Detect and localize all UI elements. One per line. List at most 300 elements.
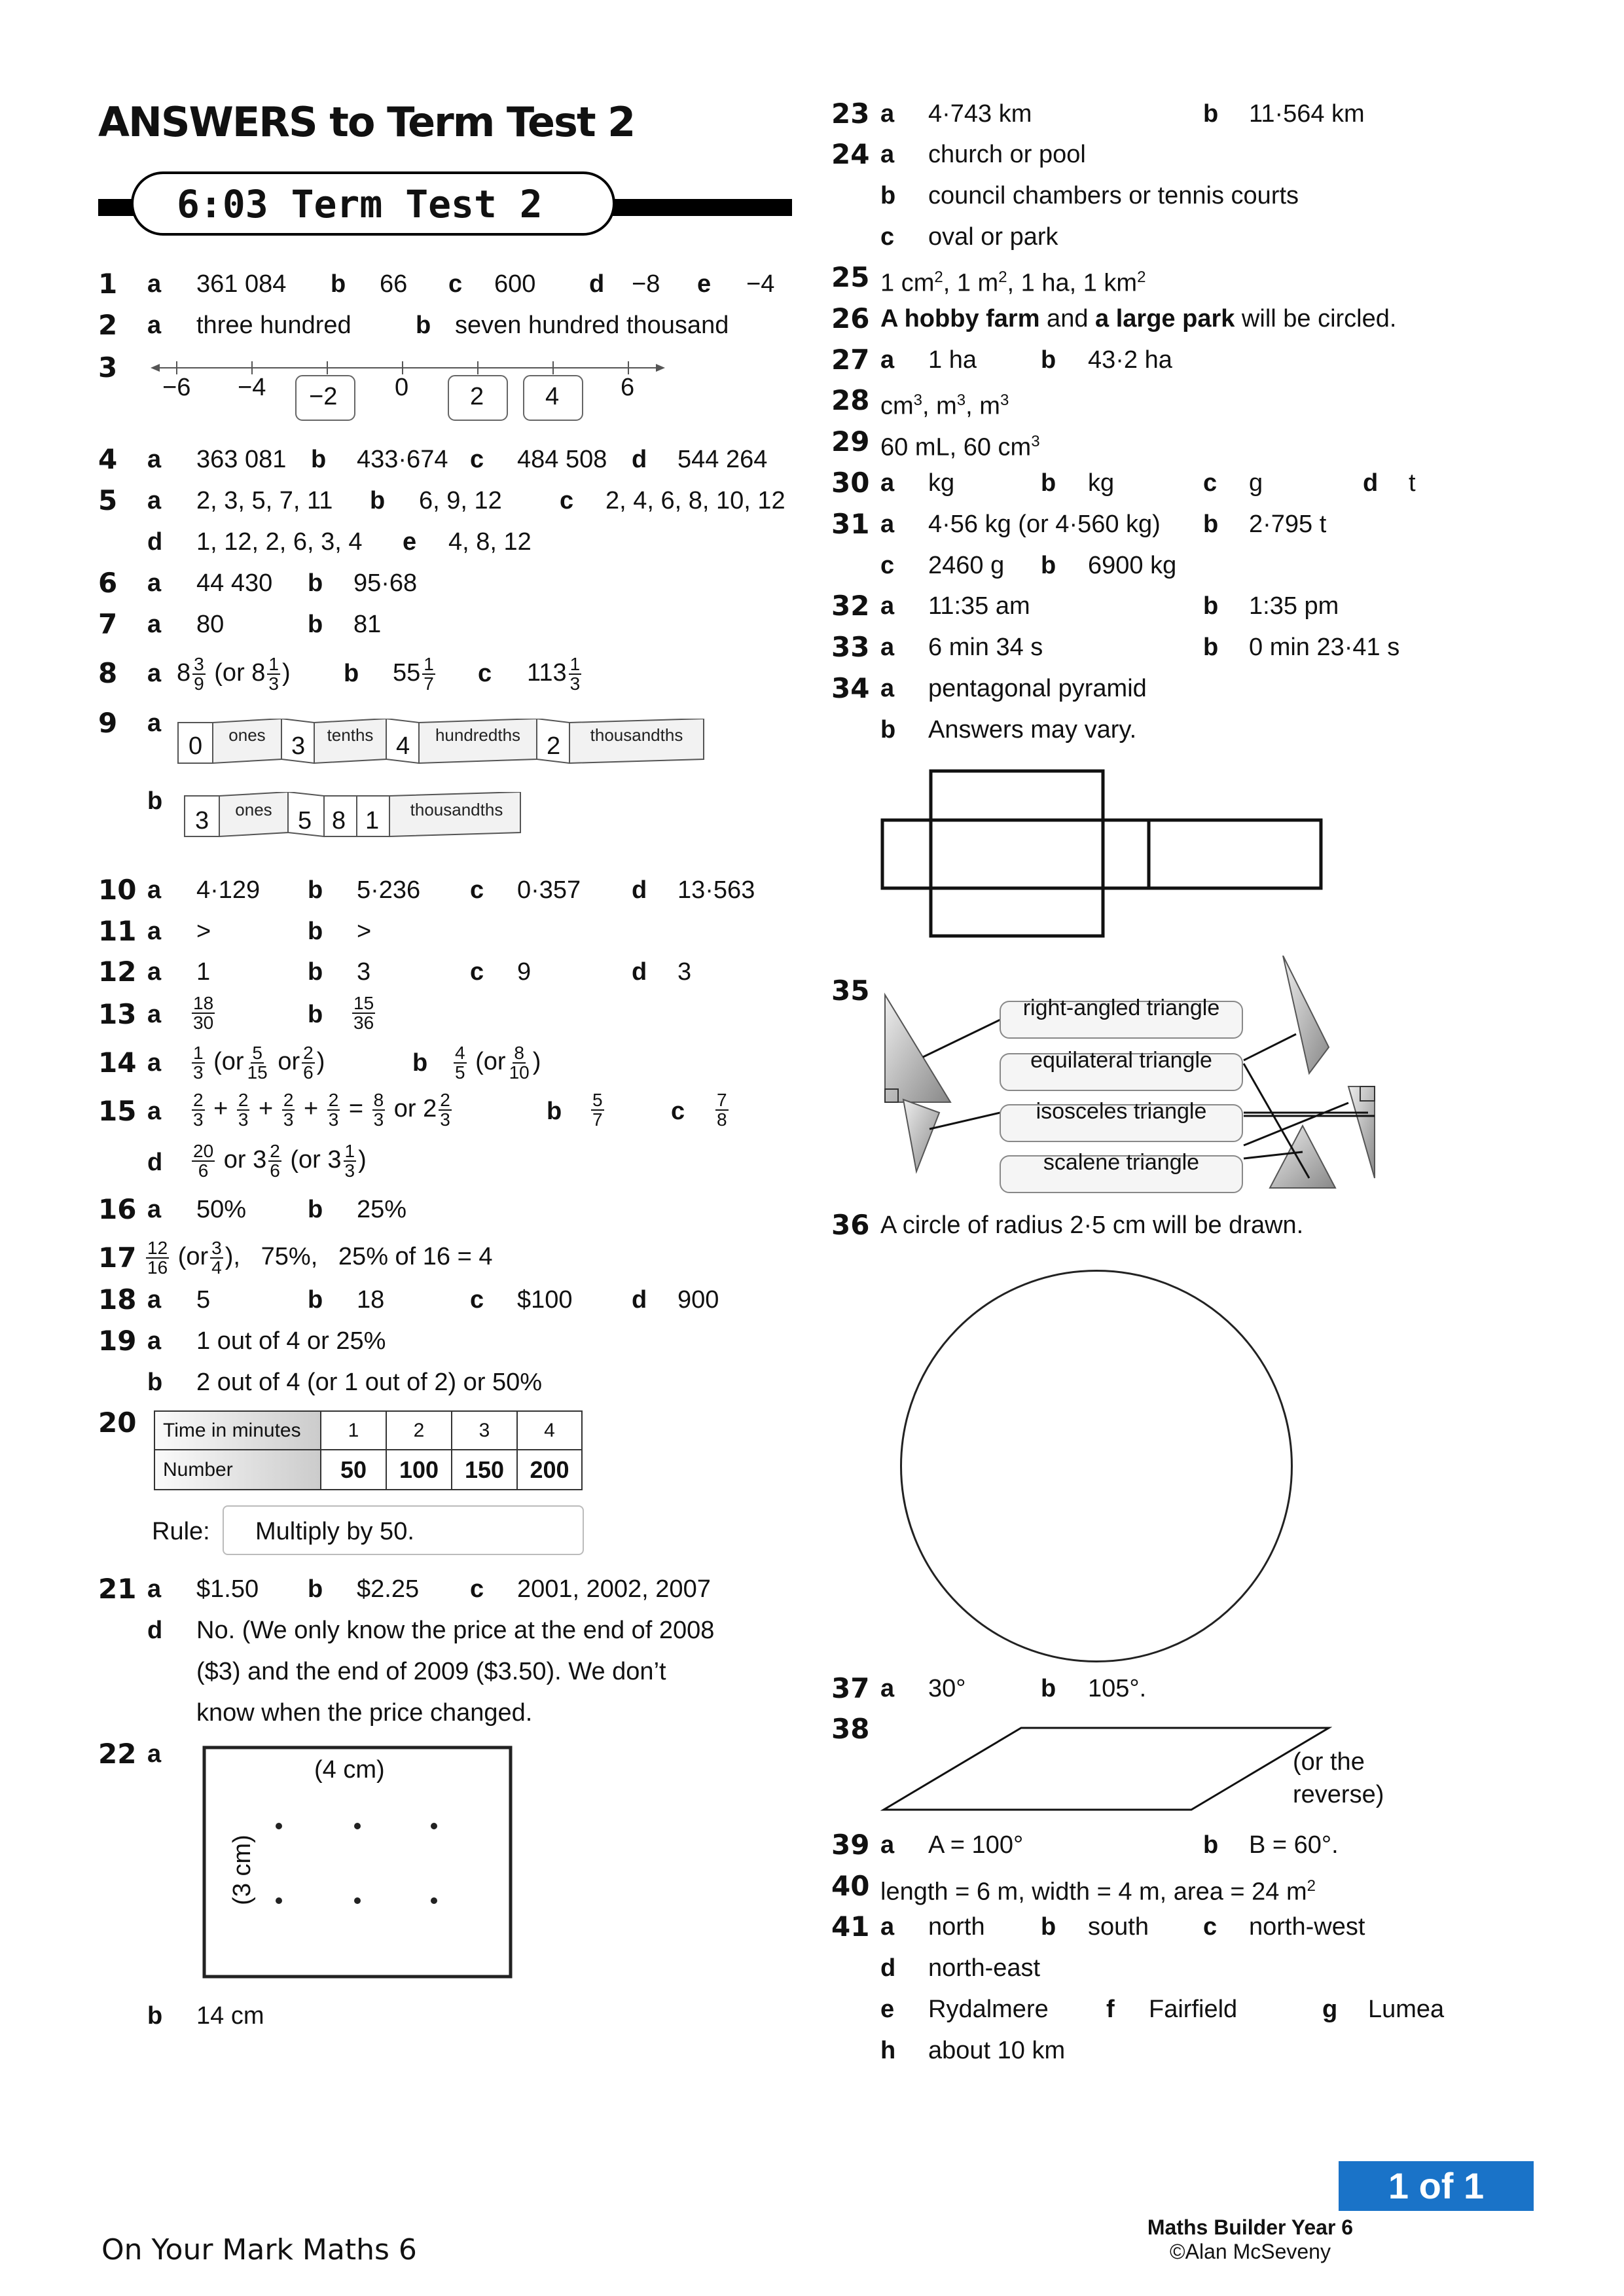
q38-note-line1: (or the bbox=[1293, 1748, 1365, 1776]
q14-b-or: (or bbox=[475, 1048, 506, 1075]
q27-a-value: 1 ha bbox=[928, 346, 977, 374]
q8-b-fraction bbox=[422, 655, 435, 693]
label-scalene: scalene triangle bbox=[1043, 1150, 1200, 1175]
numerator: 1 bbox=[424, 653, 434, 674]
q9b-digit-tenths: 5 bbox=[298, 807, 312, 834]
tick-neg6: −6 bbox=[162, 374, 191, 401]
q41-f: f bbox=[1106, 1996, 1115, 2023]
q9a-label-hundredths: hundredths bbox=[435, 725, 521, 745]
q12-c: c bbox=[470, 958, 484, 986]
q9-b: b bbox=[147, 787, 163, 815]
q21-b-value: $2.25 bbox=[357, 1575, 420, 1603]
q7-number: 7 bbox=[98, 608, 118, 640]
q15-d-value bbox=[190, 1135, 367, 1185]
q14-f2 bbox=[246, 1044, 269, 1082]
q10-c-value: 0·357 bbox=[517, 876, 581, 904]
q15-d-close: ) bbox=[358, 1146, 367, 1174]
q41-b: b bbox=[1041, 1913, 1056, 1941]
q29-p1: 60 mL, 60 cm bbox=[880, 433, 1032, 461]
q22-b-value: 14 cm bbox=[196, 2002, 264, 2030]
q13-b-value bbox=[350, 987, 377, 1037]
q10-d-value: 13·563 bbox=[677, 876, 755, 904]
q7-b-value: 81 bbox=[353, 611, 382, 638]
q9a-digit-hundredths: 4 bbox=[396, 732, 410, 760]
q17-number: 17 bbox=[98, 1242, 137, 1274]
q2-a: a bbox=[147, 312, 162, 339]
q1-e: e bbox=[697, 270, 712, 298]
denominator: 15 bbox=[247, 1062, 268, 1083]
q30-number: 30 bbox=[831, 467, 870, 499]
denominator: 3 bbox=[440, 1109, 450, 1130]
q31-a-value: 4·56 kg (or 4·560 kg) bbox=[928, 511, 1161, 538]
q14-f1 bbox=[192, 1044, 205, 1082]
q14-close: ) bbox=[316, 1048, 325, 1075]
banner-title: 6:03 Term Test 2 bbox=[177, 182, 543, 226]
tick-neg4: −4 bbox=[238, 374, 266, 401]
denominator: 6 bbox=[270, 1160, 280, 1181]
q5-number: 5 bbox=[98, 484, 118, 516]
q12-a: a bbox=[147, 958, 162, 986]
q2-b: b bbox=[416, 312, 431, 339]
q7-a-value: 80 bbox=[196, 611, 225, 638]
q25-p2: , 1 m bbox=[943, 269, 999, 297]
q41-d-value: north-east bbox=[928, 1954, 1041, 1982]
q8-a-close: ) bbox=[282, 659, 291, 687]
q20-rule-value: Multiply by 50. bbox=[255, 1518, 414, 1545]
sup: 2 bbox=[934, 268, 943, 286]
q32-a: a bbox=[880, 592, 895, 620]
q21-b: b bbox=[308, 1575, 323, 1603]
denominator: 36 bbox=[353, 1012, 374, 1033]
q4-number: 4 bbox=[98, 443, 118, 475]
q4-c: c bbox=[470, 446, 484, 473]
q8-a-value bbox=[177, 648, 291, 698]
q36-value: A circle of radius 2·5 cm will be drawn. bbox=[880, 1211, 1304, 1239]
q17-f2 bbox=[210, 1239, 223, 1277]
footer-book: Maths Builder Year 6 bbox=[1147, 2215, 1354, 2239]
q14-b-value bbox=[452, 1037, 541, 1086]
q41-g-value: Lumea bbox=[1368, 1996, 1445, 2023]
denominator: 3 bbox=[193, 1109, 204, 1130]
q19-a: a bbox=[147, 1327, 162, 1355]
cell-r1-4: 4 bbox=[516, 1410, 583, 1450]
q12-a-value: 1 bbox=[196, 958, 211, 986]
q10-a-value: 4·129 bbox=[196, 876, 261, 904]
q21-number: 21 bbox=[98, 1573, 137, 1605]
q36-number: 36 bbox=[831, 1209, 870, 1241]
q25-p1: 1 cm bbox=[880, 269, 935, 297]
q32-a-value: 11:35 am bbox=[928, 592, 1030, 620]
sup: 3 bbox=[913, 391, 923, 409]
denominator: 30 bbox=[193, 1012, 214, 1033]
q9a-digit-ones: 0 bbox=[189, 732, 203, 760]
q40-value bbox=[880, 1872, 1316, 1907]
q24-c-value: oval or park bbox=[928, 223, 1058, 251]
label-equilateral: equilateral triangle bbox=[1030, 1048, 1212, 1073]
q16-a-value: 50% bbox=[196, 1196, 247, 1223]
q24-number: 24 bbox=[831, 138, 870, 170]
denominator: 10 bbox=[509, 1062, 530, 1083]
numerator: 1 bbox=[193, 1042, 204, 1063]
denominator: 3 bbox=[193, 1062, 204, 1083]
q2-number: 2 bbox=[98, 309, 118, 341]
q34-b: b bbox=[880, 716, 896, 744]
denominator: 3 bbox=[328, 1109, 339, 1130]
q28-p2: , m bbox=[922, 392, 957, 420]
q30-a: a bbox=[880, 469, 895, 497]
q25-value bbox=[880, 263, 1146, 298]
q9-number: 9 bbox=[98, 707, 118, 739]
row2-header bbox=[154, 1449, 321, 1490]
q37-a-value: 30° bbox=[928, 1675, 966, 1702]
q22-a: a bbox=[147, 1740, 162, 1768]
plus: + bbox=[259, 1095, 274, 1122]
q39-b-value: B = 60°. bbox=[1249, 1831, 1339, 1859]
sup: 3 bbox=[1000, 391, 1009, 409]
q33-number: 33 bbox=[831, 631, 870, 663]
q33-b-value: 0 min 23·41 s bbox=[1249, 634, 1400, 661]
q15-c-fraction bbox=[715, 1091, 729, 1129]
q32-b: b bbox=[1203, 592, 1219, 620]
q5-a-value: 2, 3, 5, 7, 11 bbox=[196, 487, 333, 514]
q37-a: a bbox=[880, 1675, 895, 1702]
q15-d-or2: (or 3 bbox=[290, 1146, 342, 1174]
denominator: 7 bbox=[592, 1109, 603, 1130]
q23-a: a bbox=[880, 100, 895, 128]
q2-a-value: three hundred bbox=[196, 312, 352, 339]
q30-a-value: kg bbox=[928, 469, 955, 497]
q15-d-whole: 3 bbox=[253, 1146, 267, 1174]
q1-number: 1 bbox=[98, 268, 118, 300]
q15-b: b bbox=[547, 1098, 562, 1125]
q31-d: b bbox=[1041, 552, 1056, 579]
footer-author: ©Alan McSeveny bbox=[1170, 2240, 1331, 2263]
q25-p3: , 1 ha, 1 km bbox=[1007, 269, 1138, 297]
page-title: ANSWERS to Term Test 2 bbox=[98, 98, 635, 146]
q13-a-value bbox=[190, 987, 217, 1037]
denominator: 3 bbox=[283, 1109, 294, 1130]
q16-a: a bbox=[147, 1196, 162, 1223]
q7-a: a bbox=[147, 611, 162, 638]
numerator: 2 bbox=[440, 1089, 450, 1110]
q41-b-value: south bbox=[1088, 1913, 1149, 1941]
q14-number: 14 bbox=[98, 1047, 137, 1079]
q22-b: b bbox=[147, 2002, 163, 2030]
q17-or: (or bbox=[177, 1243, 209, 1270]
cell-r2-3: 150 bbox=[451, 1449, 518, 1490]
cell-r1-3: 3 bbox=[451, 1410, 518, 1450]
q37-b-value: 105°. bbox=[1088, 1675, 1147, 1702]
q5-c-value: 2, 4, 6, 8, 10, 12 bbox=[605, 487, 785, 514]
tick-0: 0 bbox=[395, 374, 409, 401]
q1-a: a bbox=[147, 270, 162, 298]
q9b-digit-hundredths: 8 bbox=[332, 807, 346, 834]
q28-p3: , m bbox=[965, 392, 1000, 420]
numerator: 12 bbox=[147, 1237, 168, 1258]
q15-c-value bbox=[713, 1084, 731, 1134]
q29-value bbox=[880, 427, 1040, 462]
q23-a-value: 4·743 km bbox=[928, 100, 1032, 128]
q14-or: (or bbox=[213, 1048, 244, 1075]
q1-c: c bbox=[448, 270, 463, 298]
q21-d-line3: know when the price changed. bbox=[196, 1699, 533, 1727]
q19-b: b bbox=[147, 1369, 163, 1396]
numerator: 2 bbox=[328, 1089, 339, 1110]
q8-a-or: (or 8 bbox=[214, 659, 266, 687]
q22-side-label: (3 cm) bbox=[228, 1835, 256, 1905]
denominator: 3 bbox=[569, 673, 581, 694]
numerator: 2 bbox=[303, 1042, 314, 1063]
q20-number: 20 bbox=[98, 1407, 137, 1439]
q10-b: b bbox=[308, 876, 323, 904]
numerator: 2 bbox=[238, 1089, 249, 1110]
q9-a: a bbox=[147, 709, 162, 737]
q21-c: c bbox=[470, 1575, 484, 1603]
q9b-label-ones: ones bbox=[235, 800, 272, 819]
denominator: 9 bbox=[194, 673, 204, 694]
q9b-digit-ones: 3 bbox=[195, 807, 209, 834]
tick-6: 6 bbox=[621, 374, 635, 401]
q18-a: a bbox=[147, 1286, 162, 1314]
q1-c-value: 600 bbox=[494, 270, 536, 298]
q28-p1: cm bbox=[880, 392, 914, 420]
q9a-label-ones: ones bbox=[228, 725, 266, 745]
q13-a: a bbox=[147, 1001, 162, 1028]
q9a-digit-thousandths: 2 bbox=[547, 732, 561, 760]
q8-c: c bbox=[478, 660, 492, 687]
q15-f4 bbox=[327, 1091, 340, 1129]
q18-c: c bbox=[470, 1286, 484, 1314]
q21-d-line1: No. (We only know the price at the end of 2008 bbox=[196, 1617, 715, 1644]
tick-neg2: −2 bbox=[309, 383, 338, 410]
q22-top-label: (4 cm) bbox=[314, 1756, 385, 1784]
q15-a: a bbox=[147, 1098, 162, 1125]
q15-b-value bbox=[589, 1084, 606, 1134]
q24-a: a bbox=[880, 141, 895, 168]
q26-mid: and bbox=[1039, 305, 1096, 332]
q40-number: 40 bbox=[831, 1870, 870, 1902]
q31-c: c bbox=[880, 552, 895, 579]
q5-b-value: 6, 9, 12 bbox=[419, 487, 502, 514]
q41-f-value: Fairfield bbox=[1149, 1996, 1238, 2023]
q41-a: a bbox=[880, 1913, 895, 1941]
cell-r2-4: 200 bbox=[516, 1449, 583, 1490]
numerator: 8 bbox=[514, 1042, 524, 1063]
q17-rest: ), 75%, 25% of 16 = 4 bbox=[225, 1243, 493, 1270]
q24-a-value: church or pool bbox=[928, 141, 1086, 168]
numerator: 1 bbox=[344, 1140, 355, 1161]
q13-a-fraction bbox=[192, 994, 215, 1032]
q4-d: d bbox=[632, 446, 647, 473]
q41-number: 41 bbox=[831, 1910, 870, 1943]
q27-b-value: 43·2 ha bbox=[1088, 346, 1172, 374]
denominator: 3 bbox=[344, 1160, 355, 1181]
q40-text: length = 6 m, width = 4 m, area = 24 m bbox=[880, 1878, 1307, 1906]
q9a-digit-tenths: 3 bbox=[291, 732, 306, 760]
q15-f3 bbox=[282, 1091, 295, 1129]
page-badge-text: 1 of 1 bbox=[1388, 2165, 1485, 2206]
q15-f2 bbox=[237, 1091, 250, 1129]
tick-2: 2 bbox=[470, 383, 484, 410]
q1-d: d bbox=[589, 270, 605, 298]
q18-number: 18 bbox=[98, 1283, 137, 1316]
denominator: 16 bbox=[147, 1257, 168, 1278]
q30-c: c bbox=[1203, 469, 1218, 497]
q16-b-value: 25% bbox=[357, 1196, 407, 1223]
q34-a: a bbox=[880, 675, 895, 702]
q5-d-value: 1, 12, 2, 6, 3, 4 bbox=[196, 528, 363, 556]
sup: 3 bbox=[956, 391, 966, 409]
q26-value bbox=[880, 304, 1396, 333]
q35-number: 35 bbox=[831, 975, 870, 1007]
q15-a-value bbox=[190, 1084, 454, 1134]
q5-b: b bbox=[370, 487, 386, 514]
q12-d-value: 3 bbox=[677, 958, 692, 986]
q30-d-value: t bbox=[1409, 469, 1416, 497]
q31-a: a bbox=[880, 511, 895, 538]
q19-number: 19 bbox=[98, 1325, 137, 1357]
q8-b-value bbox=[393, 648, 437, 698]
q5-e-value: 4, 8, 12 bbox=[448, 528, 532, 556]
q30-d: d bbox=[1363, 469, 1379, 497]
q18-d: d bbox=[632, 1286, 647, 1314]
q33-a: a bbox=[880, 634, 895, 661]
q9b-digit-thousandths: 1 bbox=[365, 807, 380, 834]
plus: + bbox=[303, 1095, 319, 1122]
q24-b: b bbox=[880, 182, 896, 209]
numerator: 4 bbox=[455, 1042, 465, 1063]
q28-value bbox=[880, 386, 1009, 421]
q8-c-value bbox=[527, 648, 583, 698]
q15-d-f3 bbox=[344, 1142, 357, 1180]
numerator: 2 bbox=[283, 1089, 294, 1110]
q26-bold1: A hobby farm bbox=[880, 305, 1040, 332]
q14-b-close: ) bbox=[532, 1048, 541, 1075]
q31-d-value: 6900 kg bbox=[1088, 552, 1177, 579]
q31-b: b bbox=[1203, 511, 1219, 538]
q5-d: d bbox=[147, 528, 163, 556]
q41-e: e bbox=[880, 1996, 895, 2023]
q8-b: b bbox=[344, 660, 359, 687]
prism-net bbox=[880, 769, 1326, 939]
q33-a-value: 6 min 34 s bbox=[928, 634, 1043, 661]
q15-number: 15 bbox=[98, 1095, 137, 1127]
denominator: 5 bbox=[455, 1062, 465, 1083]
numerator: 1 bbox=[569, 653, 581, 674]
q41-c-value: north-west bbox=[1249, 1913, 1365, 1941]
q18-d-value: 900 bbox=[677, 1286, 719, 1314]
q8-a-fraction-2 bbox=[267, 655, 280, 693]
q26-number: 26 bbox=[831, 302, 870, 334]
q17-value bbox=[144, 1232, 493, 1282]
q11-b-value: > bbox=[357, 918, 372, 945]
q22-number: 22 bbox=[98, 1738, 137, 1770]
q14-f4 bbox=[454, 1044, 467, 1082]
q1-e-value: −4 bbox=[746, 270, 775, 298]
q41-g: g bbox=[1322, 1996, 1338, 2023]
q8-c-fraction bbox=[569, 655, 582, 693]
row1-label: Time in minutes bbox=[163, 1420, 301, 1441]
q34-b-value: Answers may vary. bbox=[928, 716, 1137, 744]
numerator: 7 bbox=[717, 1089, 727, 1110]
q9a-label-thousandths: thousandths bbox=[590, 725, 683, 745]
q15-d: d bbox=[147, 1149, 163, 1176]
sup: 2 bbox=[1137, 268, 1146, 286]
cell-r2-1: 50 bbox=[320, 1449, 387, 1490]
q4-b-value: 433·674 bbox=[357, 446, 448, 473]
q10-number: 10 bbox=[98, 874, 137, 906]
q15-or: or bbox=[393, 1095, 416, 1122]
denominator: 3 bbox=[238, 1109, 249, 1130]
q4-a-value: 363 081 bbox=[196, 446, 287, 473]
label-right-angled: right-angled triangle bbox=[1022, 996, 1220, 1020]
numerator: 3 bbox=[194, 653, 204, 674]
footer-left: On Your Mark Maths 6 bbox=[101, 2233, 417, 2267]
q27-b: b bbox=[1041, 346, 1056, 374]
q16-number: 16 bbox=[98, 1193, 137, 1225]
q4-b: b bbox=[311, 446, 327, 473]
cell-r1-2: 2 bbox=[386, 1410, 452, 1450]
q21-d-line2: ($3) and the end of 2009 ($3.50). We don’t bbox=[196, 1658, 666, 1685]
q41-e-value: Rydalmere bbox=[928, 1996, 1049, 2023]
denominator: 6 bbox=[198, 1160, 209, 1181]
q12-b: b bbox=[308, 958, 323, 986]
q21-d: d bbox=[147, 1617, 163, 1644]
q38-note-line2: reverse) bbox=[1293, 1781, 1384, 1808]
q14-f3 bbox=[302, 1044, 315, 1082]
q14-a-value bbox=[190, 1037, 325, 1086]
q4-c-value: 484 508 bbox=[517, 446, 607, 473]
q13-b-fraction bbox=[352, 994, 375, 1032]
q16-b: b bbox=[308, 1196, 323, 1223]
q19-b-value: 2 out of 4 (or 1 out of 2) or 50% bbox=[196, 1369, 543, 1396]
q15-d-f2 bbox=[268, 1142, 281, 1180]
q25-number: 25 bbox=[831, 261, 870, 293]
q8-c-whole: 113 bbox=[527, 659, 567, 687]
q29-number: 29 bbox=[831, 425, 870, 457]
q5-c: c bbox=[560, 487, 574, 514]
q27-number: 27 bbox=[831, 344, 870, 376]
q13-b: b bbox=[308, 1001, 323, 1028]
q31-number: 31 bbox=[831, 508, 870, 540]
cell-r2-2: 100 bbox=[386, 1449, 452, 1490]
cell-r1-1: 1 bbox=[320, 1410, 387, 1450]
denominator: 3 bbox=[373, 1109, 384, 1130]
q26-end: will be circled. bbox=[1235, 305, 1397, 332]
tick-4: 4 bbox=[545, 383, 560, 410]
q1-d-value: −8 bbox=[632, 270, 660, 298]
q19-a-value: 1 out of 4 or 25% bbox=[196, 1327, 386, 1355]
q15-c: c bbox=[671, 1098, 685, 1125]
q14-b: b bbox=[412, 1049, 428, 1077]
q6-a: a bbox=[147, 569, 162, 597]
q31-b-value: 2·795 t bbox=[1249, 511, 1327, 538]
denominator: 6 bbox=[303, 1062, 314, 1083]
q14-a: a bbox=[147, 1049, 162, 1077]
q3-number: 3 bbox=[98, 351, 118, 384]
q37-number: 37 bbox=[831, 1672, 870, 1704]
q15-f1 bbox=[192, 1091, 205, 1129]
q41-d: d bbox=[880, 1954, 896, 1982]
q12-d: d bbox=[632, 958, 647, 986]
q15-d-f1 bbox=[192, 1142, 215, 1180]
q8-number: 8 bbox=[98, 657, 118, 689]
q12-c-value: 9 bbox=[517, 958, 532, 986]
q20-table bbox=[154, 1410, 583, 1490]
q8-a-fraction bbox=[192, 655, 206, 693]
q11-a: a bbox=[147, 918, 162, 945]
sup: 2 bbox=[1307, 1877, 1316, 1895]
